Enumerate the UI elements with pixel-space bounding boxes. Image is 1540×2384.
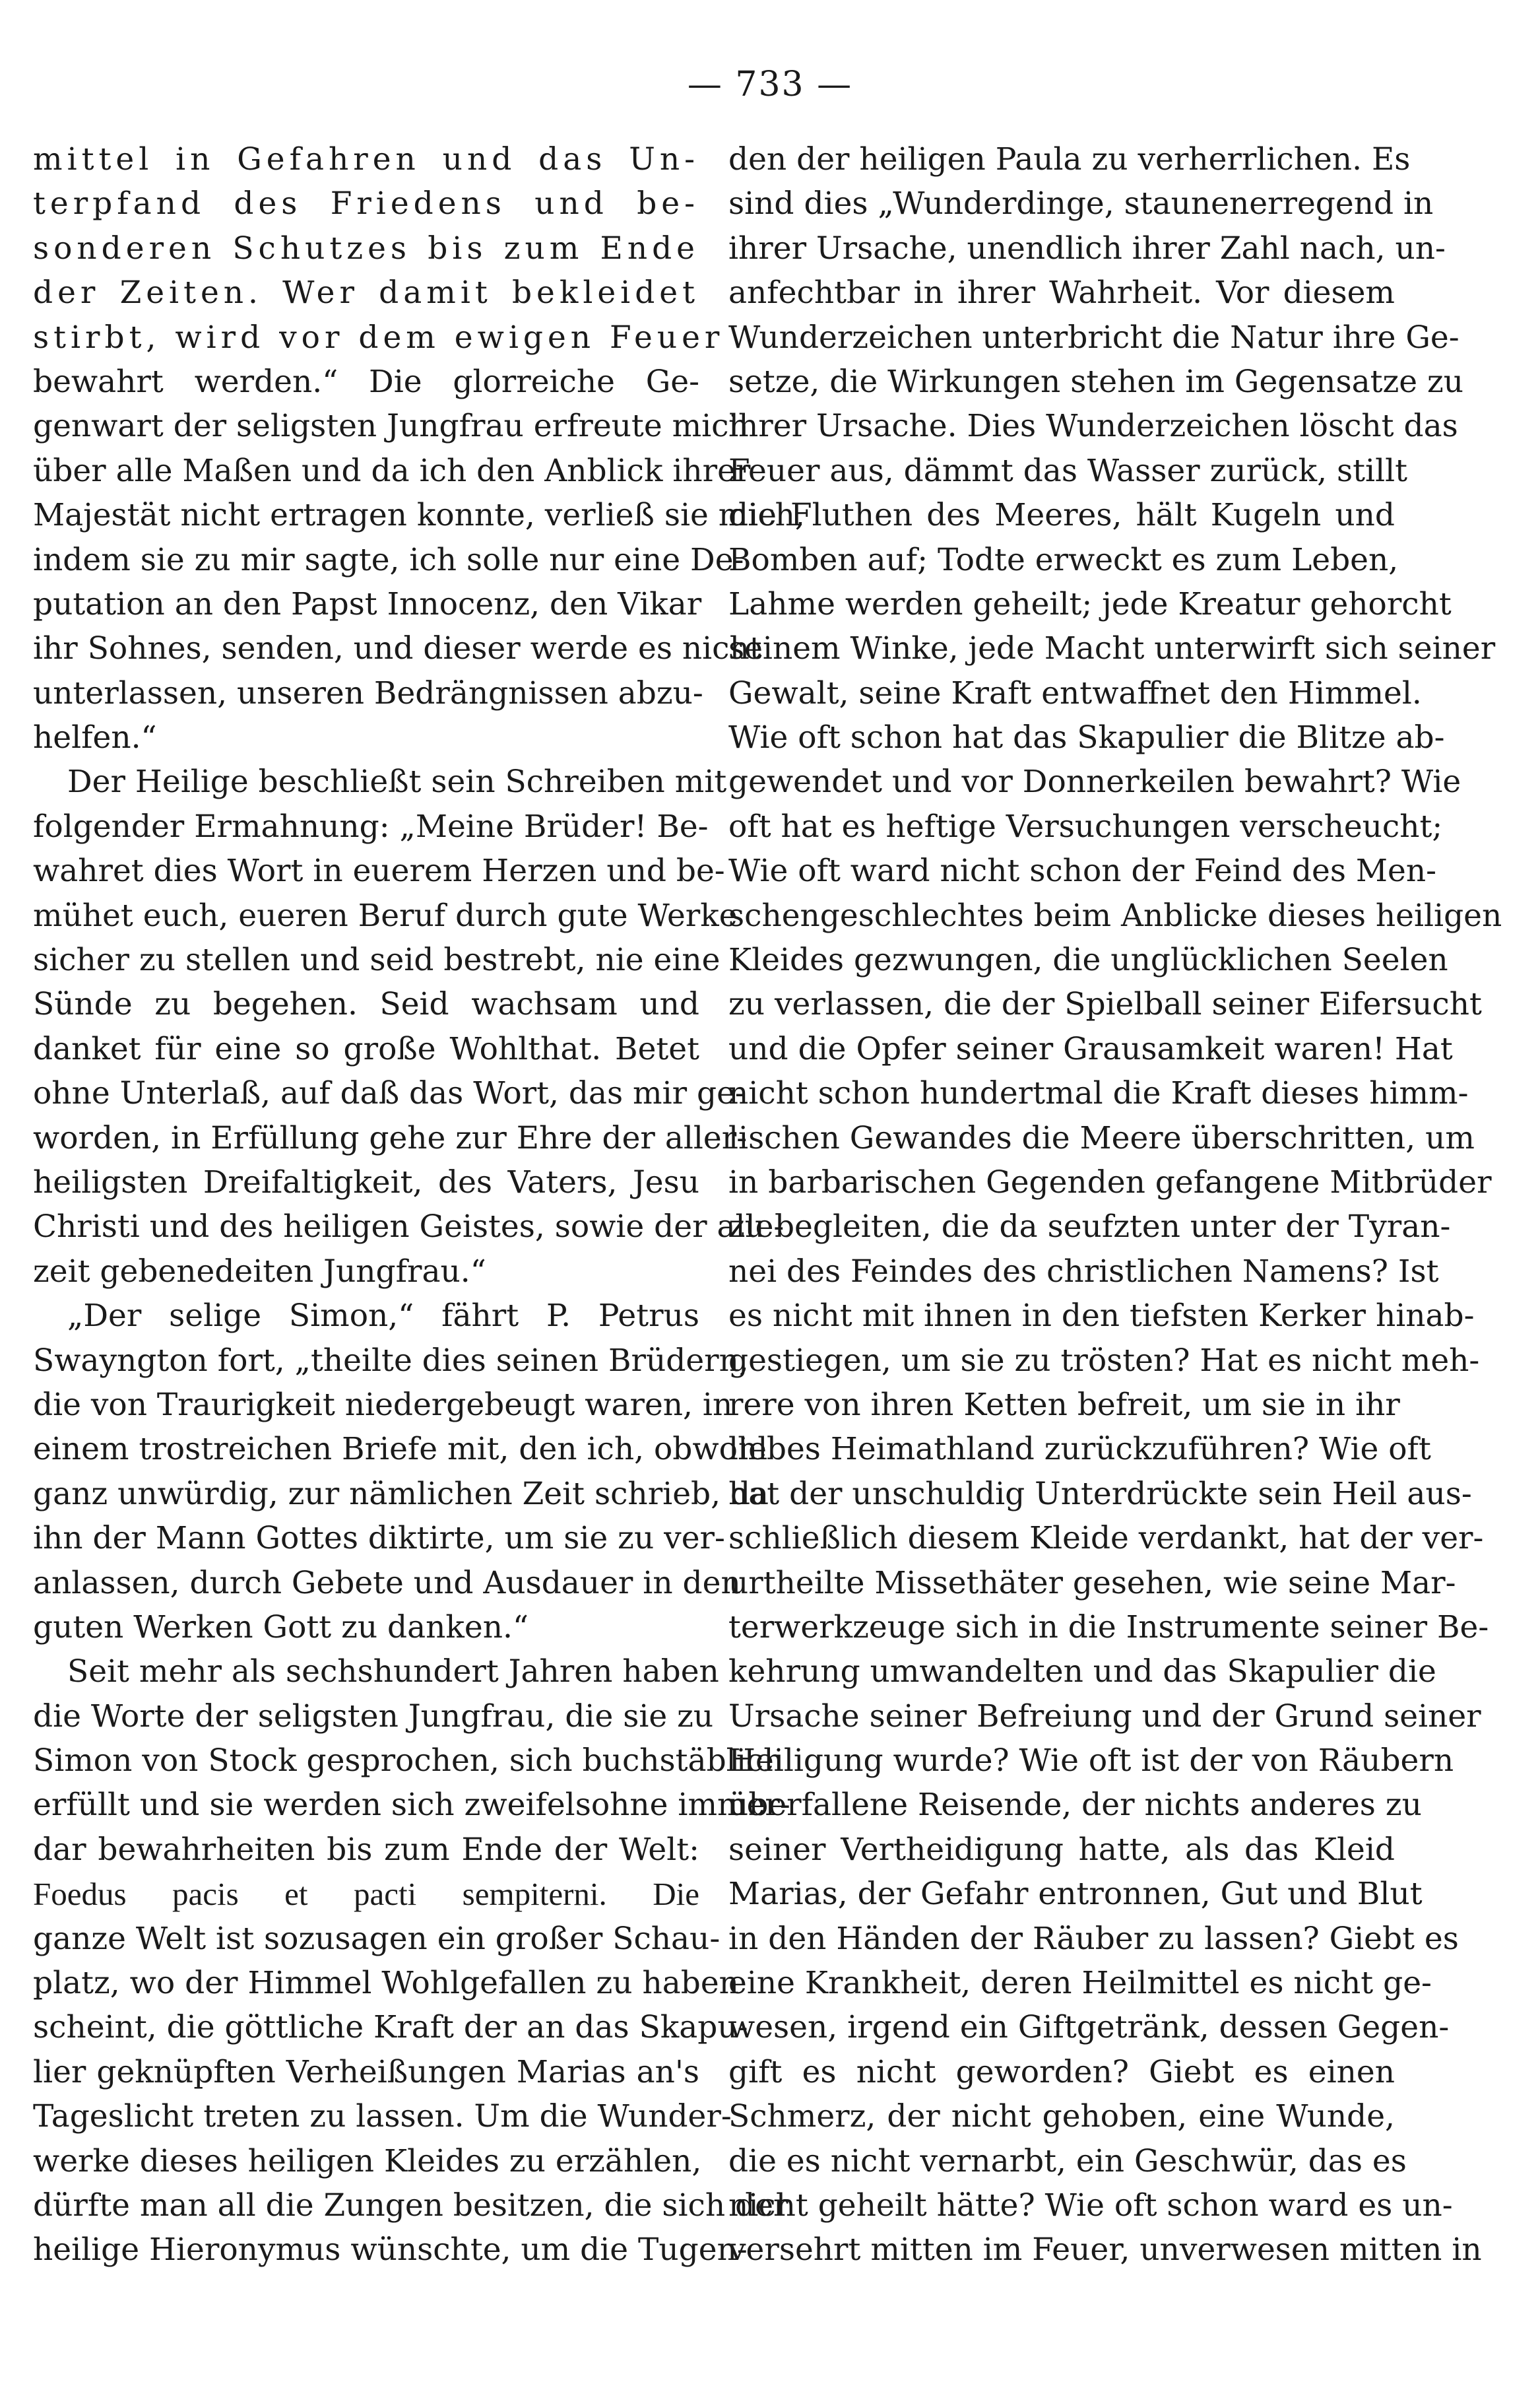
text-line: zeit gebenedeiten Jungfrau.“	[33, 1253, 486, 1290]
text-line: nicht schon hundertmal die Kraft dieses himm-	[728, 1075, 1469, 1112]
text-line: der Zeiten. Wer damit bekleidet	[33, 275, 699, 312]
text-line: hat der unschuldig Unterdrückte sein Heil aus-	[728, 1475, 1472, 1512]
text-line: rere von ihren Ketten befreit, um sie in ihr	[728, 1386, 1400, 1423]
text-line: die Fluthen des Meeres, hält Kugeln und	[728, 497, 1395, 534]
left-column	[33, 137, 805, 2272]
text-line: ihn der Mann Gottes diktirte, um sie zu ver-	[33, 1520, 725, 1557]
text-line: anfechtbar in ihrer Wahrheit. Vor diesem	[728, 275, 1395, 312]
text-line: Sünde zu begehen. Seid wachsam und	[33, 986, 699, 1023]
text-line: ganz unwürdig, zur nämlichen Zeit schrieb, da	[33, 1475, 769, 1512]
text-line: die von Traurigkeit niedergebeugt waren, in	[33, 1386, 733, 1423]
text-line: schengeschlechtes beim Anblicke dieses heiligen	[728, 897, 1502, 934]
text-line: Majestät nicht ertragen konnte, verließ sie mich,	[33, 497, 805, 534]
text-line: versehrt mitten im Feuer, unverwesen mitten in	[728, 2232, 1482, 2268]
text-line: unterlassen, unseren Bedrängnissen abzu-	[33, 675, 703, 712]
text-line: Seit mehr als sechshundert Jahren haben	[67, 1653, 719, 1690]
text-line: stirbt, wird vor dem ewigen Feuer	[33, 319, 724, 356]
text-line: Feuer aus, dämmt das Wasser zurück, stillt	[728, 452, 1408, 489]
text-line: lier geknüpften Verheißungen Marias an's	[33, 2053, 699, 2090]
text-line: seinem Winke, jede Macht unterwirft sich seiner	[728, 630, 1496, 667]
text-line: Marias, der Gefahr entronnen, Gut und Blut	[728, 1876, 1423, 1913]
right-column	[728, 137, 1502, 2272]
text-line: folgender Ermahnung: „Meine Brüder! Be-	[33, 808, 709, 845]
text-line: gift es nicht geworden? Giebt es einen	[728, 2053, 1395, 2090]
text-line: kehrung umwandelten und das Skapulier die	[728, 1653, 1436, 1690]
text-line: und die Opfer seiner Grausamkeit waren! Hat	[728, 1030, 1453, 1067]
text-line: platz, wo der Himmel Wohlgefallen zu haben	[33, 1965, 739, 2002]
text-line: Bomben auf; Todte erweckt es zum Leben,	[728, 541, 1399, 578]
text-line: eine Krankheit, deren Heilmittel es nicht ge-	[728, 1965, 1432, 2002]
text-line: Foedus pacis et pacti sempiterni. Die	[33, 1876, 699, 1913]
text-line: ihrer Ursache. Dies Wunderzeichen löscht das	[728, 408, 1458, 445]
text-line: „Der selige Simon,“ fährt P. Petrus	[67, 1298, 699, 1335]
text-line: Heiligung wurde? Wie oft ist der von Räubern	[728, 1742, 1454, 1779]
text-line: anlassen, durch Gebete und Ausdauer in den	[33, 1564, 741, 1601]
text-line: Simon von Stock gesprochen, sich buchstäblich	[33, 1742, 784, 1779]
text-line: terwerkzeuge sich in die Instrumente seiner Be-	[728, 1608, 1489, 1645]
text-line: nei des Feindes des christlichen Namens? Ist	[728, 1253, 1439, 1290]
text-line: guten Werken Gott zu danken.“	[33, 1608, 529, 1645]
text-line: einem trostreichen Briefe mit, den ich, obwohl	[33, 1431, 768, 1468]
text-line: oft hat es heftige Versuchungen verscheucht;	[728, 808, 1443, 845]
text-line: es nicht mit ihnen in den tiefsten Kerker hinab-	[728, 1298, 1475, 1335]
text-line: bewahrt werden.“ Die glorreiche Ge-	[33, 363, 699, 400]
text-line: genwart der seligsten Jungfrau erfreute mich	[33, 408, 749, 445]
text-line: nicht geheilt hätte? Wie oft schon ward es un-	[728, 2187, 1453, 2224]
text-line: lischen Gewandes die Meere überschritten, um	[728, 1119, 1475, 1156]
text-line: Kleides gezwungen, die unglücklichen Seelen	[728, 942, 1448, 979]
text-line: indem sie zu mir sagte, ich solle nur eine De-	[33, 541, 744, 578]
text-line: Wie oft schon hat das Skapulier die Blitze ab-	[728, 719, 1445, 756]
text-line: sonderen Schutzes bis zum Ende	[33, 230, 699, 267]
text-line: Swayngton fort, „theilte dies seinen Brüdern,	[33, 1342, 749, 1379]
text-line: Schmerz, der nicht gehoben, eine Wunde,	[728, 2098, 1395, 2135]
text-line: schließlich diesem Kleide verdankt, hat der ver-	[728, 1520, 1484, 1557]
text-line: danket für eine so große Wohlthat. Betet	[33, 1030, 699, 1067]
text-line: erfüllt und sie werden sich zweifelsohne immer-	[33, 1787, 790, 1824]
text-line: ihrer Ursache, unendlich ihrer Zahl nach, un-	[728, 230, 1446, 267]
text-line: Der Heilige beschließt sein Schreiben mit	[67, 764, 727, 801]
text-line: überfallene Reisende, der nichts anderes zu	[728, 1787, 1422, 1824]
text-line: die es nicht vernarbt, ein Geschwür, das es	[728, 2142, 1407, 2179]
text-line: Tageslicht treten zu lassen. Um die Wunder-	[33, 2098, 732, 2135]
text-line: urtheilte Missethäter gesehen, wie seine Mar-	[728, 1564, 1456, 1601]
text-line: scheint, die göttliche Kraft der an das Skapu-	[33, 2009, 748, 2046]
text-line: setze, die Wirkungen stehen im Gegensatze zu	[728, 363, 1464, 400]
page-number: — 733 —	[687, 65, 853, 104]
text-line: gewendet und vor Donnerkeilen bewahrt? Wie	[728, 764, 1461, 801]
text-line: Wie oft ward nicht schon der Feind des Men-	[728, 853, 1437, 890]
text-line: wesen, irgend ein Giftgetränk, dessen Gegen-	[728, 2009, 1450, 2046]
text-line: Wunderzeichen unterbricht die Natur ihre Ge-	[728, 319, 1460, 356]
text-line: heiligsten Dreifaltigkeit, des Vaters, Jesu	[33, 1164, 699, 1201]
text-line: sind dies „Wunderdinge, staunenerregend in	[728, 185, 1434, 222]
text-line: mühet euch, eueren Beruf durch gute Werke	[33, 897, 738, 934]
text-line: worden, in Erfüllung gehe zur Ehre der aller-	[33, 1119, 748, 1156]
text-line: helfen.“	[33, 719, 157, 756]
text-line: mittel in Gefahren und das Un-	[33, 141, 699, 178]
text-line: putation an den Papst Innocenz, den Vikar	[33, 585, 702, 622]
text-line: zu begleiten, die da seufzten unter der Tyran-	[728, 1209, 1451, 1245]
text-line: den der heiligen Paula zu verherrlichen. Es	[728, 141, 1411, 178]
text-line: ihr Sohnes, senden, und dieser werde es nicht	[33, 630, 762, 667]
text-line: liebes Heimathland zurückzuführen? Wie oft	[728, 1431, 1431, 1468]
text-line: über alle Maßen und da ich den Anblick ihrer	[33, 452, 751, 489]
text-line: sicher zu stellen und seid bestrebt, nie eine	[33, 942, 721, 979]
text-line: ganze Welt ist sozusagen ein großer Schau-	[33, 1920, 721, 1957]
text-line: die Worte der seligsten Jungfrau, die sie zu	[33, 1698, 714, 1735]
text-line: in den Händen der Räuber zu lassen? Giebt es	[728, 1920, 1459, 1957]
text-line: dürfte man all die Zungen besitzen, die sich der	[33, 2187, 788, 2224]
text-line: werke dieses heiligen Kleides zu erzählen,	[33, 2142, 702, 2179]
text-line: in barbarischen Gegenden gefangene Mitbrüder	[728, 1164, 1492, 1201]
text-line: dar bewahrheiten bis zum Ende der Welt:	[33, 1831, 699, 1868]
text-line: terpfand des Friedens und be-	[33, 185, 699, 222]
text-line: Gewalt, seine Kraft entwaffnet den Himmel.	[728, 675, 1422, 712]
text-line: heilige Hieronymus wünschte, um die Tugen-	[33, 2232, 748, 2268]
text-line: wahret dies Wort in euerem Herzen und be-	[33, 853, 725, 890]
text-line: Ursache seiner Befreiung und der Grund seiner	[728, 1698, 1481, 1735]
text-line: zu verlassen, die der Spielball seiner Eifersucht	[728, 986, 1482, 1023]
text-line: Lahme werden geheilt; jede Kreatur gehorcht	[728, 585, 1452, 622]
text-line: Christi und des heiligen Geistes, sowie der alle-	[33, 1209, 785, 1245]
text-line: gestiegen, um sie zu trösten? Hat es nicht meh-	[728, 1342, 1480, 1379]
text-line: seiner Vertheidigung hatte, als das Kleid	[728, 1831, 1395, 1868]
text-line: ohne Unterlaß, auf daß das Wort, das mir ge-	[33, 1075, 746, 1112]
